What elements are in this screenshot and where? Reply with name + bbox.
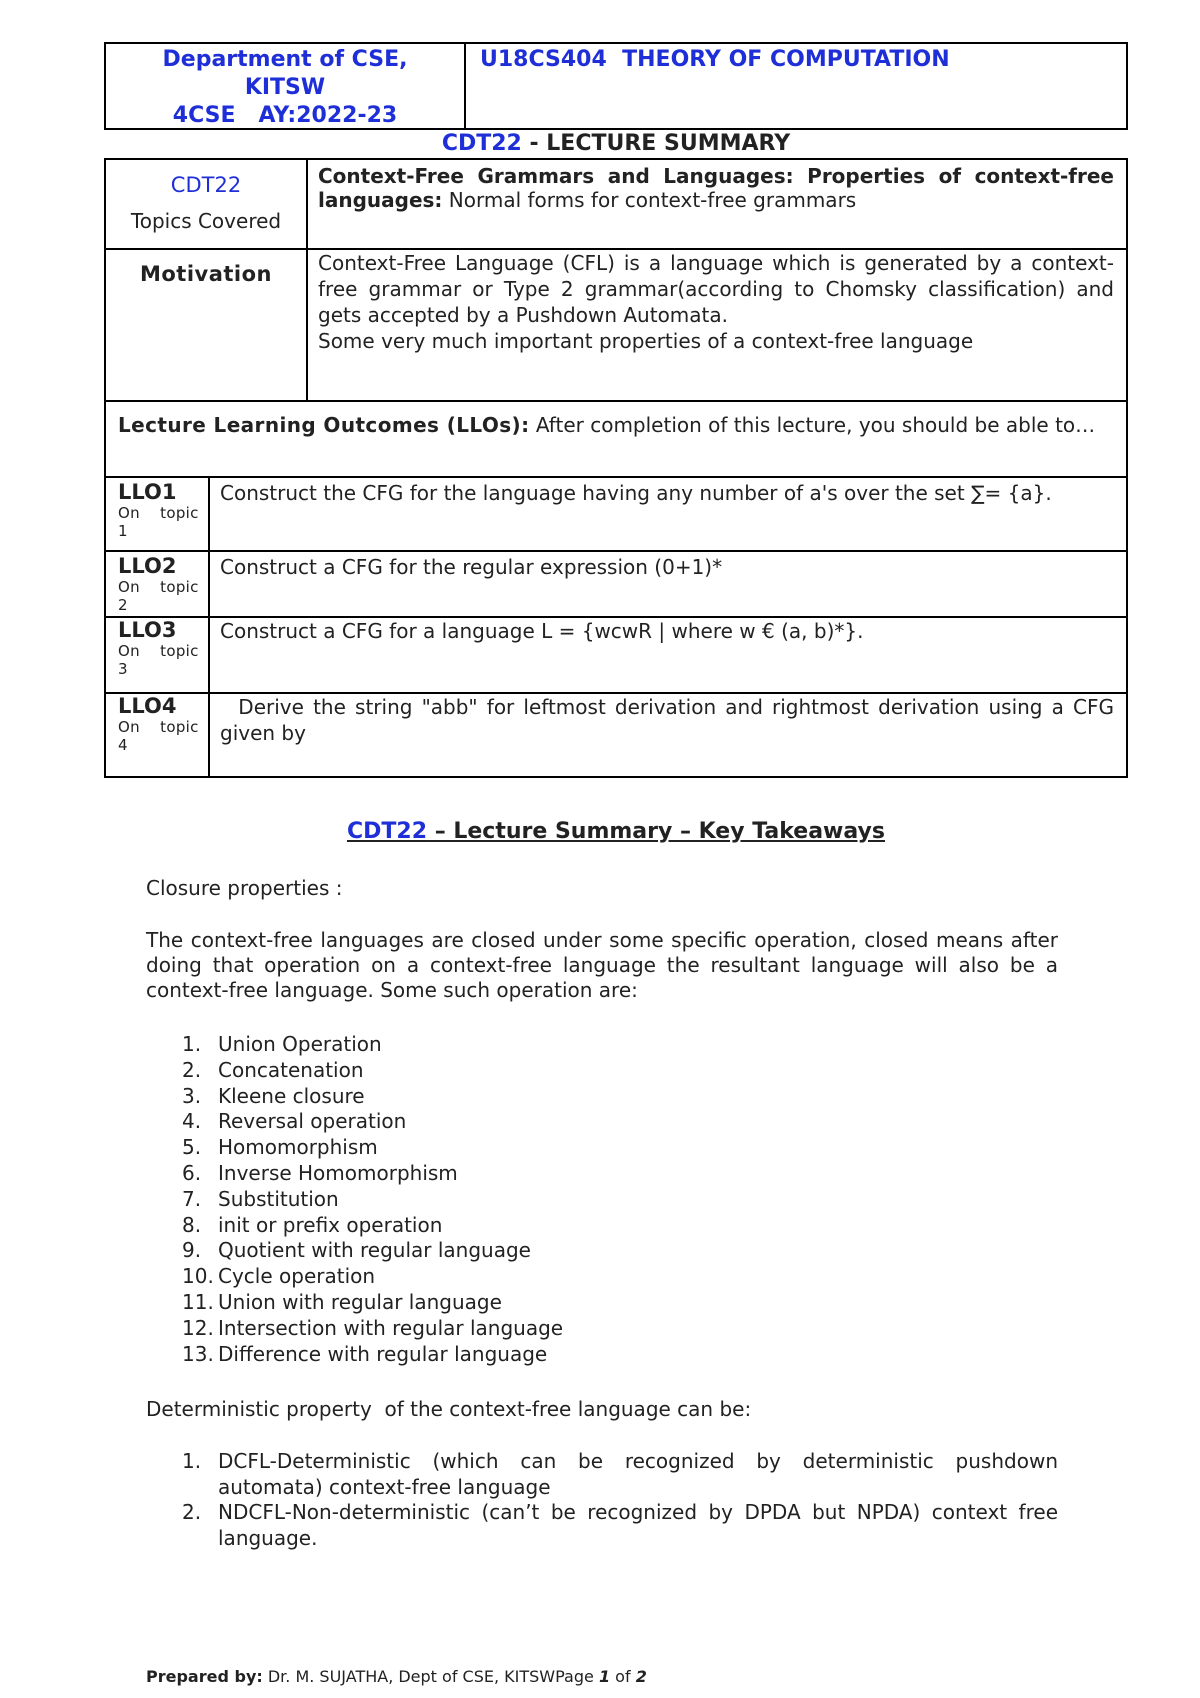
llo-id-cell [106,694,210,778]
prepared-by-label: Prepared by: [146,1667,263,1686]
closure-properties-list [182,1032,1062,1367]
department-line-1: Department of CSE, [162,47,408,72]
lecture-summary-title [104,130,1128,158]
key-takeaways-title [104,818,1128,846]
list-item: 1. DCFL-Deterministic (which can be recognized by deterministic pushdown automata) context-free language [182,1449,1058,1499]
llo-intro-text: After completion of this lecture, you should be able to… [529,413,1096,437]
topics-row [106,160,1126,250]
motivation-row [106,250,1126,402]
summary-title-rest: - LECTURE SUMMARY [521,131,791,156]
llo-id: LLO2 [118,554,177,578]
motivation-content [318,250,1114,400]
list-item: 12. Intersection with regular language [182,1315,564,1340]
list-item: 2. NDCFL-Non-deterministic (can’t be recognized by DPDA but NPDA) context free language. [182,1500,1058,1550]
llo-text: Construct a CFG for a language L = {wcwR | where w € (a, b)*}. [220,619,864,643]
list-item: 9. Quotient with regular language [182,1238,531,1263]
prepared-by: Dr. M. SUJATHA, Dept of CSE, KITSW [262,1667,556,1686]
list-item: 2. Concatenation [182,1057,364,1082]
deterministic-list [182,1449,1058,1551]
header-box [104,42,1128,130]
llo-row [106,618,1126,694]
key-takeaways-code: CDT22 [347,819,428,844]
closure-heading: Closure properties : [146,876,343,900]
department-line-3: 4CSE AY:2022-23 [172,103,398,128]
page-footer [146,1666,647,1688]
motivation-text-2: Some very much important properties of a context-free language [318,329,974,353]
llo-id: LLO3 [118,618,177,642]
llo-row [106,694,1126,778]
motivation-text-1: Context-Free Language (CFL) is a language which is generated by a context-free grammar or Type 2 grammar(according to Chomsky classification) and gets accepted by a Pushdown Automata. [318,251,1114,327]
list-item: 3. Kleene closure [182,1083,365,1108]
list-item: 10. Cycle operation [182,1264,376,1289]
llo-id: LLO1 [118,480,177,504]
llo-text: Construct the CFG for the language having any number of a's over the set ∑= {a}. [220,481,1052,505]
of-word: of [610,1667,636,1686]
department-line-2: KITSW [244,75,326,100]
llo-topic: On topic [118,718,199,736]
lecture-summary-table [104,158,1128,778]
list-item: 1. Union Operation [182,1032,382,1056]
list-item: 11. Union with regular language [182,1289,502,1314]
llo-row [106,478,1126,552]
llo-intro-bold: Lecture Learning Outcomes (LLOs): [118,413,530,437]
topics-content [318,160,1114,248]
page-total: 2 [635,1667,647,1686]
topics-code: CDT22 [170,173,242,197]
llo-topic-number: 3 [118,660,128,678]
topics-normal-text: Normal forms for context-free grammars [442,188,857,212]
list-item: 6. Inverse Homomorphism [182,1160,458,1185]
closure-intro: The context-free languages are closed under some specific operation, closed means after doing that operation on a context-free language the resultant language will also be a context-free language. Some such operation are: [146,928,1058,1002]
topics-label-cell [106,160,308,248]
llo-topic: On topic [118,578,199,596]
llo-topic: On topic [118,642,199,660]
motivation-label: Motivation [139,262,273,286]
topics-bold-text: Context-Free Grammars and Languages: Properties of context-free languages: [318,164,1114,212]
list-item: 4. Reversal operation [182,1109,407,1134]
llo-id: LLO4 [118,694,177,718]
list-item: 8. init or prefix operation [182,1212,443,1237]
deterministic-heading: Deterministic property of the context-free language can be: [146,1397,752,1421]
llo-intro-row [106,402,1126,478]
llo-id-cell [106,552,210,616]
llo-id-cell [106,618,210,692]
summary-code: CDT22 [441,131,522,156]
department-cell [106,44,466,128]
llo-row [106,552,1126,618]
llo-topic-number: 4 [118,736,128,754]
list-item: 13. Difference with regular language [182,1341,548,1366]
key-takeaways-title-rest: – Lecture Summary – Key Takeaways [427,819,885,844]
llo-topic-number: 2 [118,596,128,614]
llo-id-cell [106,478,210,550]
llo-text: Derive the string "abb" for leftmost derivation and rightmost derivation using a CFG given by [220,695,1121,745]
llo-topic: On topic [118,504,199,522]
course-title: U18CS404 THEORY OF COMPUTATION [480,47,950,72]
topics-label: Topics Covered [130,209,282,233]
motivation-label-cell [106,250,308,400]
list-item: 5. Homomorphism [182,1135,378,1160]
page-number: 1 [598,1667,611,1686]
llo-topic-number: 1 [118,522,128,540]
list-item: 7. Substitution [182,1186,339,1211]
llo-text: Construct a CFG for the regular expression (0+1)* [220,555,723,579]
page-word: Page [555,1667,599,1686]
